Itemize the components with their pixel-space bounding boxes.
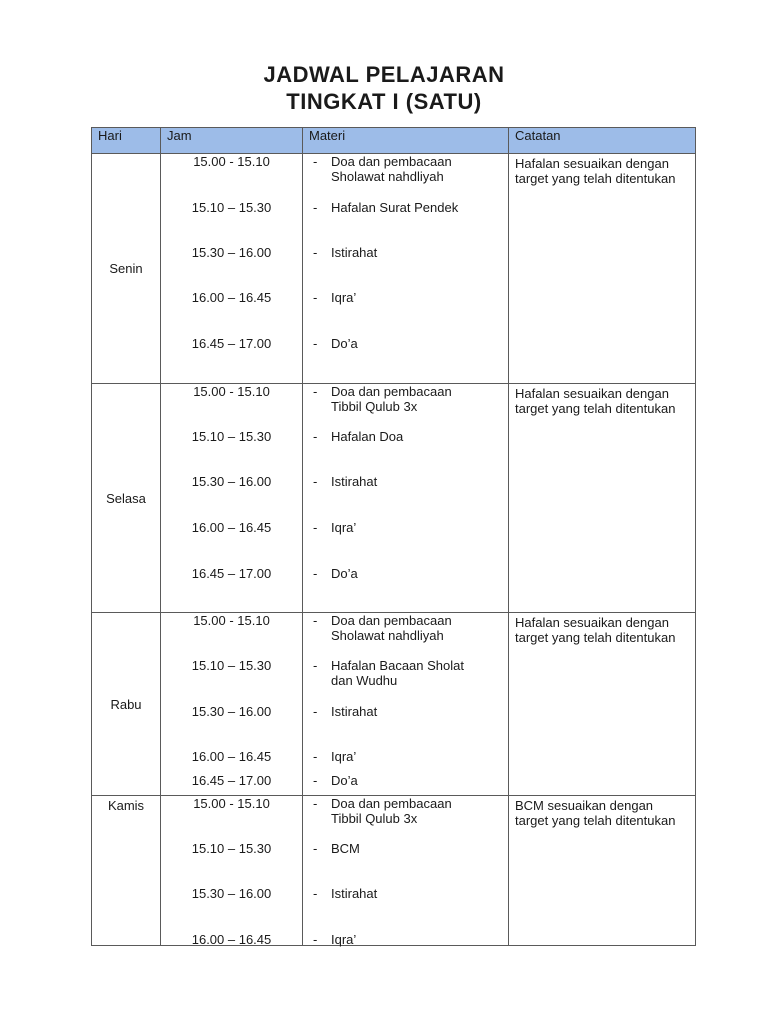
catatan-line: Hafalan sesuaikan dengan <box>515 615 669 630</box>
jam-value: 15.10 – 15.30 <box>191 841 272 856</box>
dash-bullet: - <box>313 613 318 628</box>
jam-cell <box>161 384 303 613</box>
catatan-line: BCM sesuaikan dengan <box>515 798 654 813</box>
catatan-line: target yang telah ditentukan <box>515 630 676 645</box>
materi-item <box>303 474 508 489</box>
materi-item <box>303 773 508 788</box>
jam-value: 15.10 – 15.30 <box>191 429 272 444</box>
materi-item <box>303 932 508 947</box>
jam-value: 16.45 – 17.00 <box>191 336 272 351</box>
materi-item <box>303 200 508 215</box>
jam-value: 15.00 - 15.10 <box>193 384 270 399</box>
materi-line: Hafalan Surat Pendek <box>331 200 459 215</box>
day-cell: Kamis <box>92 796 161 946</box>
day-row <box>92 613 696 796</box>
dash-bullet: - <box>313 704 318 719</box>
materi-line: Do’a <box>331 566 358 581</box>
catatan-cell <box>509 154 696 384</box>
materi-line: Do’a <box>331 336 358 351</box>
header-materi: Materi <box>303 128 509 154</box>
materi-cell <box>303 384 509 613</box>
day-row <box>92 384 696 613</box>
jam-value: 16.00 – 16.45 <box>191 749 272 764</box>
materi-line: Tibbil Qulub 3x <box>331 399 418 414</box>
materi-line: Istirahat <box>331 474 378 489</box>
materi-line: Hafalan Bacaan Sholat <box>331 658 464 673</box>
dash-bullet: - <box>313 290 318 305</box>
materi-item <box>303 704 508 719</box>
materi-line: Istirahat <box>331 704 378 719</box>
jam-value: 16.00 – 16.45 <box>191 932 272 947</box>
day-cell: Senin <box>92 154 161 384</box>
materi-item <box>303 290 508 305</box>
materi-cell <box>303 154 509 384</box>
materi-item <box>303 566 508 581</box>
catatan-cell <box>509 384 696 613</box>
jam-value: 16.45 – 17.00 <box>191 566 272 581</box>
materi-cell <box>303 613 509 796</box>
jam-value: 15.00 - 15.10 <box>193 613 270 628</box>
catatan-line: target yang telah ditentukan <box>515 401 676 416</box>
dash-bullet: - <box>313 658 318 673</box>
materi-line: BCM <box>331 841 360 856</box>
materi-item <box>303 749 508 764</box>
materi-item <box>303 336 508 351</box>
materi-line: dan Wudhu <box>331 673 398 688</box>
jam-value: 15.30 – 16.00 <box>191 704 272 719</box>
header-row <box>92 128 696 154</box>
catatan-line: Hafalan sesuaikan dengan <box>515 156 669 171</box>
catatan-line: target yang telah ditentukan <box>515 171 676 186</box>
materi-line: Istirahat <box>331 886 378 901</box>
schedule-table <box>91 127 696 946</box>
jam-value: 15.10 – 15.30 <box>191 658 272 673</box>
materi-line: Sholawat nahdliyah <box>331 169 444 184</box>
jam-value: 15.00 - 15.10 <box>193 796 270 811</box>
materi-line: Hafalan Doa <box>331 429 404 444</box>
day-row <box>92 796 696 946</box>
materi-line: Doa dan pembacaan <box>331 613 452 628</box>
materi-item <box>303 841 508 856</box>
dash-bullet: - <box>313 474 318 489</box>
jam-value: 15.30 – 16.00 <box>191 886 272 901</box>
dash-bullet: - <box>313 200 318 215</box>
catatan-line: target yang telah ditentukan <box>515 813 676 828</box>
day-cell: Rabu <box>92 613 161 796</box>
header-catatan: Catatan <box>509 128 696 154</box>
materi-item <box>303 520 508 535</box>
jam-value: 15.00 - 15.10 <box>193 154 270 169</box>
materi-item <box>303 613 508 643</box>
materi-item <box>303 154 508 184</box>
jam-value: 15.10 – 15.30 <box>191 200 272 215</box>
dash-bullet: - <box>313 520 318 535</box>
catatan-cell <box>509 796 696 946</box>
dash-bullet: - <box>313 336 318 351</box>
day-row <box>92 154 696 384</box>
jam-cell <box>161 613 303 796</box>
header-hari: Hari <box>92 128 161 154</box>
materi-line: Iqra’ <box>331 520 357 535</box>
materi-line: Istirahat <box>331 245 378 260</box>
header-jam: Jam <box>161 128 303 154</box>
materi-line: Tibbil Qulub 3x <box>331 811 418 826</box>
materi-line: Doa dan pembacaan <box>331 384 452 399</box>
jam-value: 15.30 – 16.00 <box>191 245 272 260</box>
dash-bullet: - <box>313 932 318 947</box>
catatan-cell <box>509 613 696 796</box>
dash-bullet: - <box>313 384 318 399</box>
catatan-line: Hafalan sesuaikan dengan <box>515 386 669 401</box>
dash-bullet: - <box>313 773 318 788</box>
dash-bullet: - <box>313 566 318 581</box>
materi-line: Doa dan pembacaan <box>331 796 452 811</box>
materi-item <box>303 245 508 260</box>
dash-bullet: - <box>313 749 318 764</box>
materi-item <box>303 886 508 901</box>
day-cell: Selasa <box>92 384 161 613</box>
materi-item <box>303 658 508 688</box>
dash-bullet: - <box>313 429 318 444</box>
jam-cell <box>161 796 303 946</box>
dash-bullet: - <box>313 245 318 260</box>
materi-item <box>303 429 508 444</box>
dash-bullet: - <box>313 841 318 856</box>
page-title: JADWAL PELAJARAN <box>263 62 505 87</box>
dash-bullet: - <box>313 886 318 901</box>
dash-bullet: - <box>313 796 318 811</box>
jam-value: 16.45 – 17.00 <box>191 773 272 788</box>
materi-line: Iqra’ <box>331 290 357 305</box>
materi-line: Doa dan pembacaan <box>331 154 452 169</box>
jam-cell <box>161 154 303 384</box>
dash-bullet: - <box>313 154 318 169</box>
materi-line: Iqra’ <box>331 749 357 764</box>
materi-item <box>303 384 508 414</box>
materi-cell <box>303 796 509 946</box>
jam-value: 16.00 – 16.45 <box>191 290 272 305</box>
jam-value: 15.30 – 16.00 <box>191 474 272 489</box>
jam-value: 16.00 – 16.45 <box>191 520 272 535</box>
page-subtitle: TINGKAT I (SATU) <box>286 89 482 114</box>
materi-line: Iqra’ <box>331 932 357 947</box>
materi-item <box>303 796 508 826</box>
materi-line: Sholawat nahdliyah <box>331 628 444 643</box>
materi-line: Do’a <box>331 773 358 788</box>
